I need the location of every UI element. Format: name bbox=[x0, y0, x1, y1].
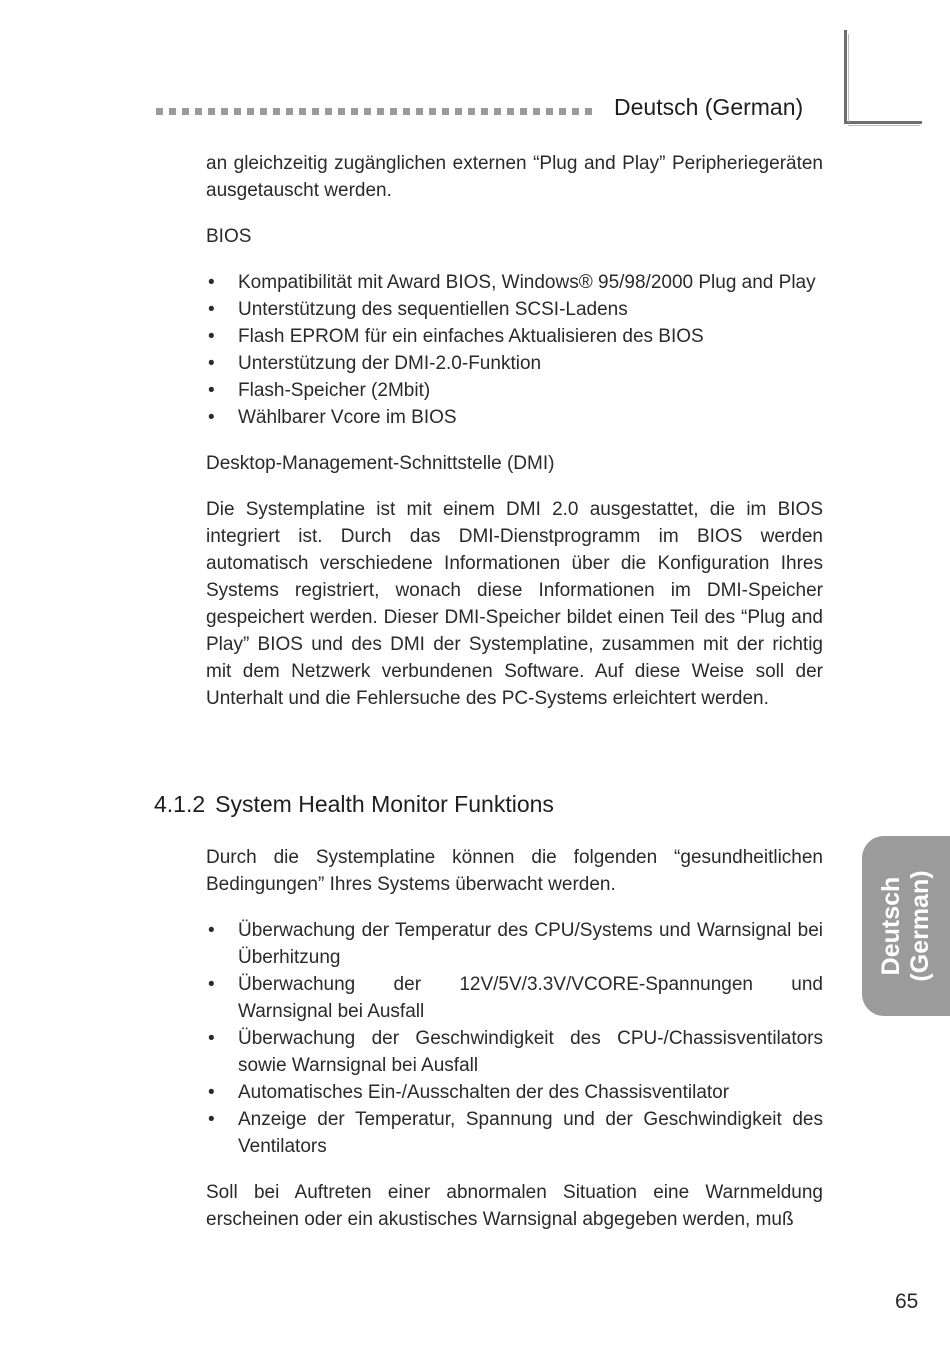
bios-heading: BIOS bbox=[206, 226, 252, 247]
list-item: • Überwachung der 12V/5V/3.3V/VCORE-Spannungen und Warnsignal bei Ausfall bbox=[206, 971, 823, 1025]
header-dotted-rule bbox=[156, 108, 606, 118]
health-monitor-list bbox=[206, 917, 823, 1160]
dmi-heading: Desktop-Management-Schnittstelle (DMI) bbox=[206, 453, 555, 474]
intro-paragraph: an gleichzeitig zugänglichen externen “Plug and Play” Peripheriegeräten ausgetauscht werden. bbox=[206, 153, 823, 201]
list-item: • Flash-Speicher (2Mbit) bbox=[206, 377, 823, 404]
section-number: 4.1.2 bbox=[154, 791, 206, 817]
section-heading bbox=[154, 791, 554, 818]
list-item: • Flash EPROM für ein einfaches Aktualisieren des BIOS bbox=[206, 323, 823, 350]
side-tab-line-1: Deutsch bbox=[877, 876, 905, 976]
list-item: • Überwachung der Temperatur des CPU/Systems und Warnsignal bei Überhitzung bbox=[206, 917, 823, 971]
corner-mark-vertical bbox=[844, 30, 847, 124]
list-item: • Überwachung der Geschwindigkeit des CPU-/Chassisventilators sowie Warnsignal bei Ausfall bbox=[206, 1025, 823, 1079]
list-item: • Unterstützung des sequentiellen SCSI-Ladens bbox=[206, 296, 823, 323]
main-text-block bbox=[206, 150, 823, 712]
section-text-block bbox=[206, 844, 823, 1233]
section-intro-paragraph: Durch die Systemplatine können die folgenden “gesundheitlichen Bedingungen” Ihres Systems überwacht werden. bbox=[206, 847, 823, 895]
page-number: 65 bbox=[895, 1290, 919, 1313]
corner-mark-shadow-horizontal bbox=[848, 125, 920, 126]
closing-paragraph: Soll bei Auftreten einer abnormalen Situation eine Warnmeldung erscheinen oder ein akustisches Warnsignal abgegeben werden, muß bbox=[206, 1182, 823, 1230]
side-tab-line-2: (German) bbox=[906, 870, 934, 982]
side-tab-label bbox=[877, 870, 935, 981]
list-item: • Kompatibilität mit Award BIOS, Windows® 95/98/2000 Plug and Play bbox=[206, 269, 823, 296]
list-item: • Automatisches Ein-/Ausschalten der des Chassisventilator bbox=[206, 1079, 823, 1106]
dmi-paragraph: Die Systemplatine ist mit einem DMI 2.0 ausgestattet, die im BIOS integriert ist. Durch das DMI-Dienstprogramm im BIOS werden automatisch verschiedene Informationen über die Konfiguration Ihres Systems registriert, wonach diese Informationen im DMI-Speicher gespeichert werden. Dieser DMI-Speicher bildet einen Teil des “Plug and Play” BIOS und des DMI der Systemplatine, zusammen mit der richtig mit dem Netzwerk verbundenen Software. Auf diese Weise soll der Unterhalt und die Fehlersuche des PC-Systems erleichtert werden. bbox=[206, 499, 823, 709]
corner-mark-shadow-vertical bbox=[848, 34, 849, 122]
running-header-title: Deutsch (German) bbox=[614, 94, 804, 120]
list-item: • Unterstützung der DMI-2.0-Funktion bbox=[206, 350, 823, 377]
list-item: • Wählbarer Vcore im BIOS bbox=[206, 404, 823, 431]
section-title: System Health Monitor Funktions bbox=[215, 791, 554, 817]
bios-feature-list bbox=[206, 269, 823, 431]
corner-mark-horizontal bbox=[844, 121, 922, 124]
list-item: • Anzeige der Temperatur, Spannung und der Geschwindigkeit des Ventilators bbox=[206, 1106, 823, 1160]
